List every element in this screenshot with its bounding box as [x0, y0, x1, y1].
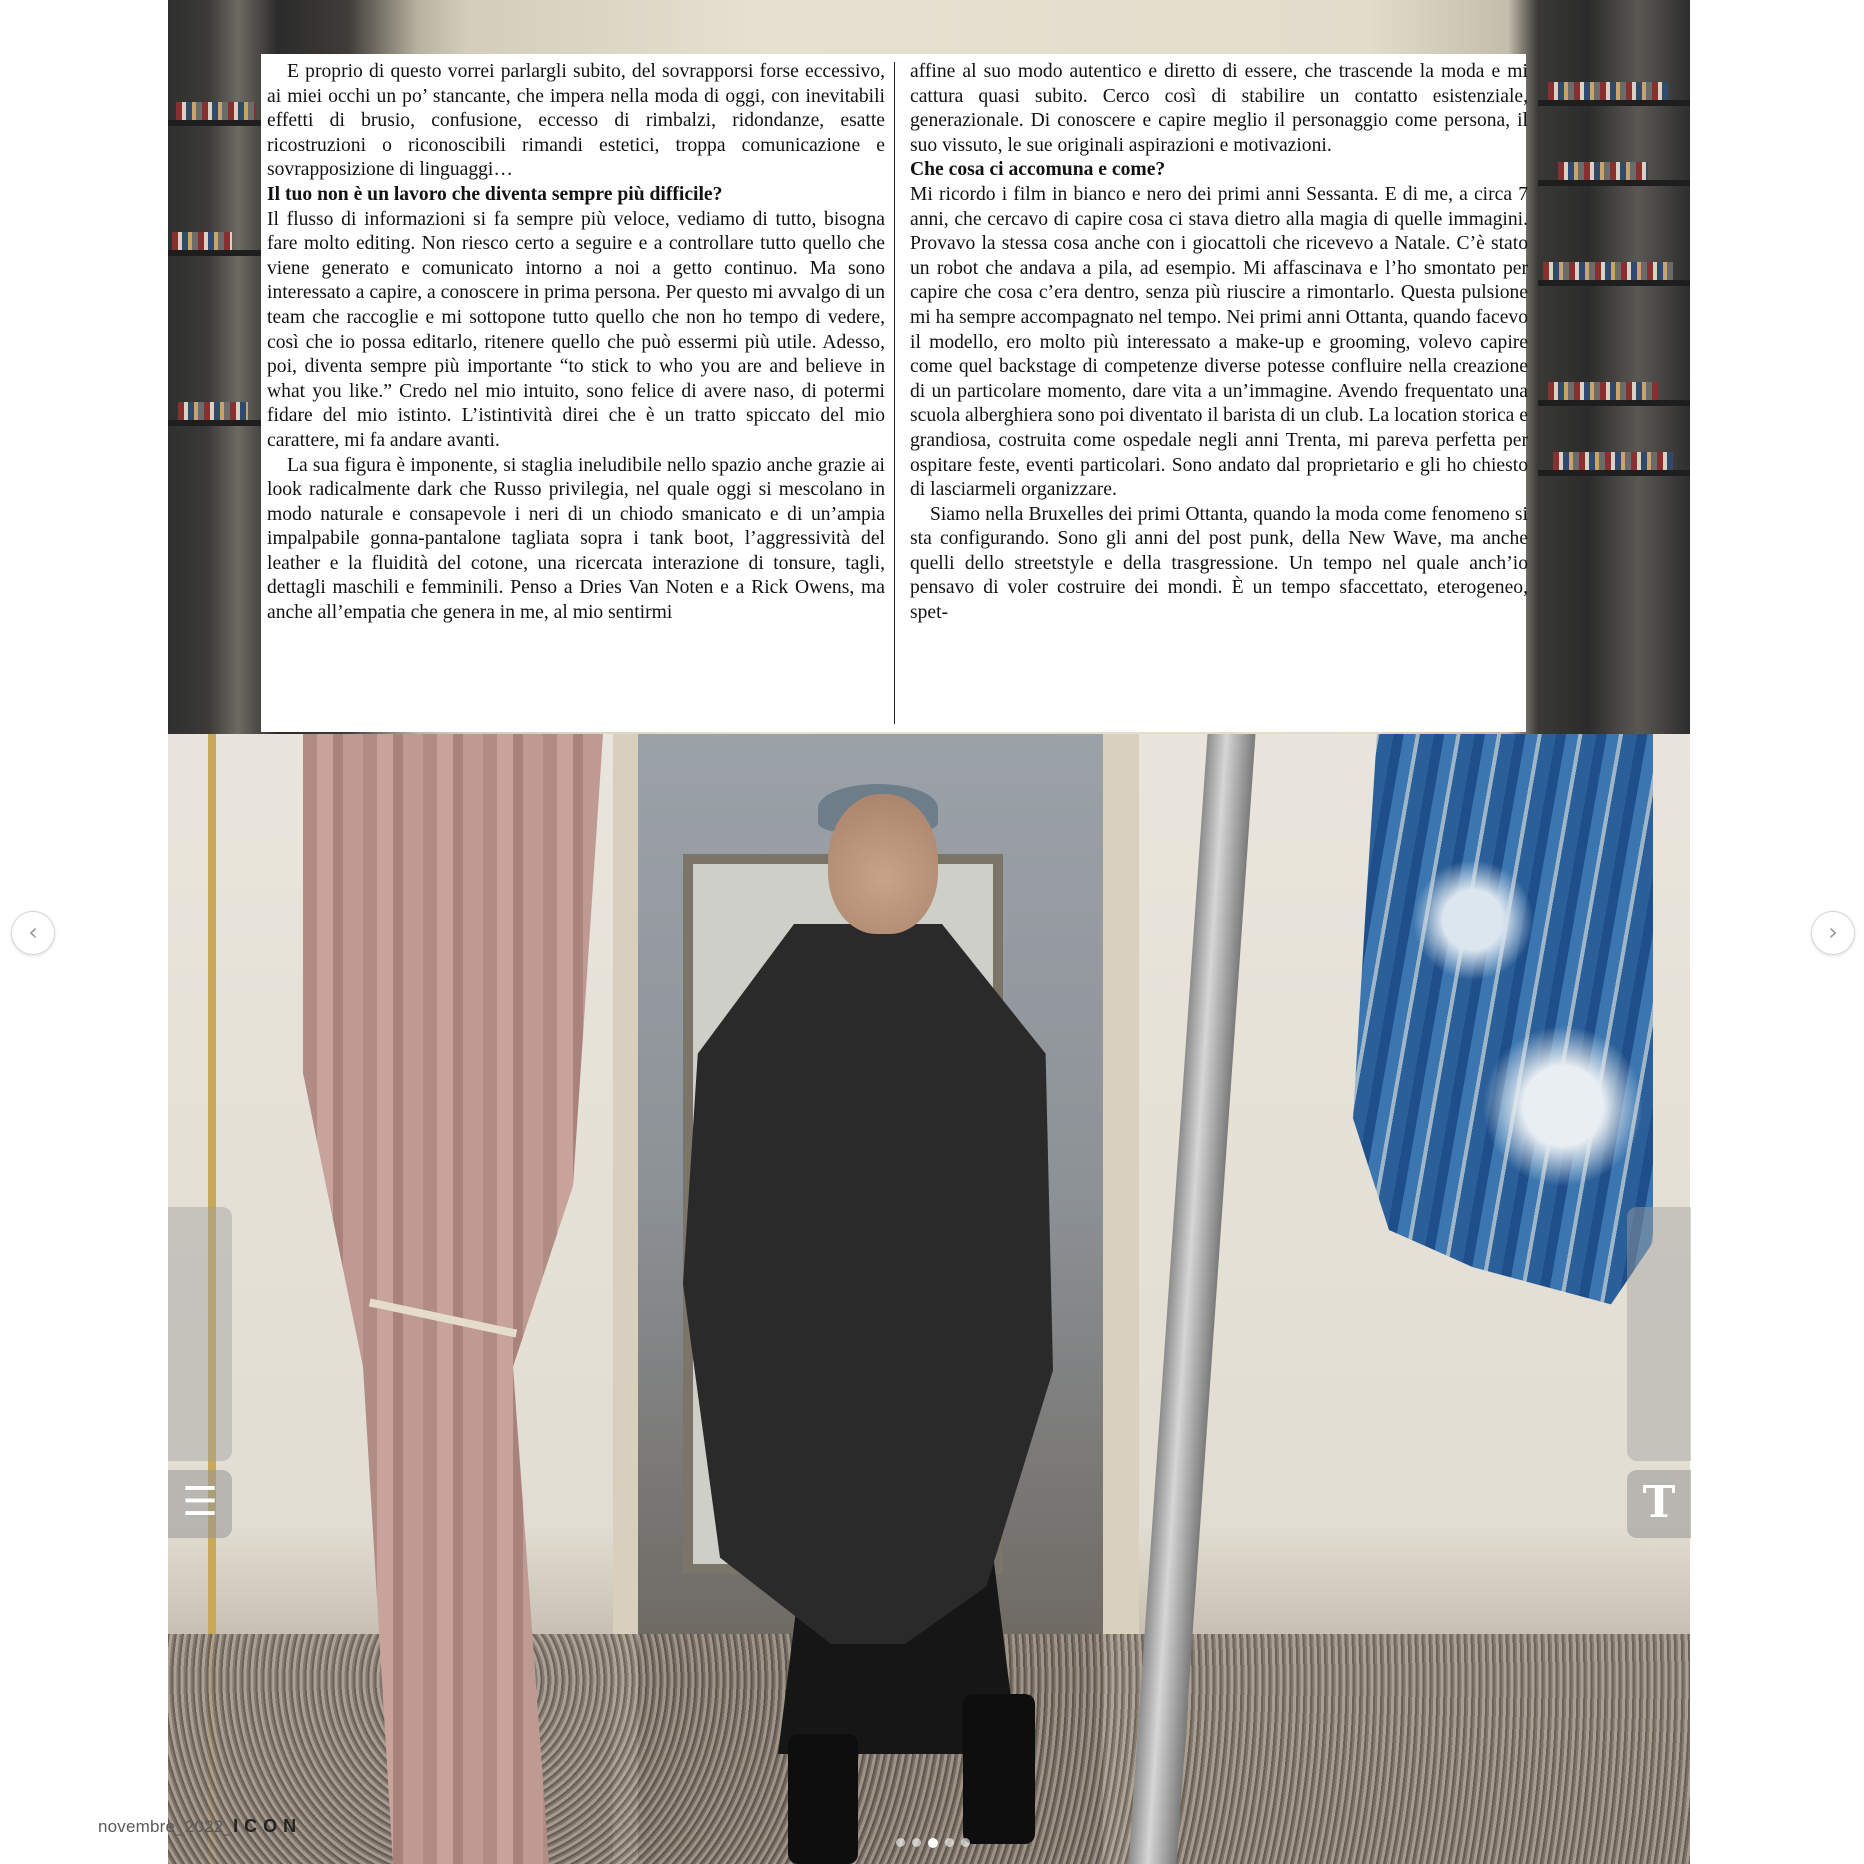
interview-question: Il tuo non è un lavoro che diventa sempre più difficile?: [267, 183, 723, 205]
carousel-dots: [896, 1838, 970, 1850]
next-arrow-icon[interactable]: ›: [1811, 911, 1855, 955]
article-text-panel: [261, 54, 1526, 732]
person-boot: [788, 1734, 858, 1864]
article-paragraph: La sua figura è imponente, si staglia ineludibile nello spazio anche grazie ai look radicalmente dark che Russo privilegia, nel quale oggi si mescolano in modo naturale e consapevole i neri di un chiodo smanicato e di un’ampia impalpabile gonna-pantalone tagliata sopra i tank boot, l’aggressività del leather e la fluidità del cotone, una ricercata interazione di tonsure, tagli, dettagli maschili e femminili. Penso a Dries Van Noten e a Rick Owens, ma anche all’empatia che genera in me, al mio sentirmi: [267, 454, 885, 624]
menu-icon[interactable]: ☰: [168, 1470, 232, 1538]
interview-question: Che cosa ci accomuna e come?: [910, 159, 1166, 181]
article-paragraph: Il flusso di informazioni si fa sempre più veloce, vediamo di tutto, bisogna fare molto editing. Non riesco certo a seguire e a controllare tutto quello che viene generato e comunicato intorno a noi a getto continuo. Ma sono interessato a capire, a conoscere in prima persona. Per questo mi avvalgo di un team che raccoglie e mi sottopone tutto quello che non ho tempo di vedere, così che io possa editarlo, ritenere quello che può essermi più utile. Adesso, poi, diventa sempre più importante “to stick to who you are and believe in what you like.” Credo nel mio intuito, sono felice di avere naso, di potermi fidare del mio istinto. L’istintività direi che è un tratto spiccato del mio carattere, mi fa andare avanti.: [267, 208, 885, 451]
side-panel-tab[interactable]: [1627, 1207, 1691, 1461]
article-paragraph: affine al suo modo autentico e diretto di essere, che trascende la moda e mi cattura quasi subito. Cerco così di stabilire un contatto esistenziale, generazionale. Di conoscere e capire meglio il personaggio come persona, il suo vissuto, le sue originali aspirazioni e motivazioni.: [910, 61, 1528, 156]
magazine-page: [168, 0, 1690, 1864]
person-head: [828, 794, 938, 934]
article-paragraph: Siamo nella Bruxelles dei primi Ottanta, quando la moda come fenomeno si sta configurando. Sono gli anni del post punk, della New Wave, ma anche quelli dello streetstyle e della trasgressione. Un tempo nel quale anch’io pensavo di voler costruire dei mondi. È un tempo sfaccettato, eterogeneo, spet-: [910, 503, 1528, 624]
side-panel-tab[interactable]: [168, 1207, 232, 1461]
article-column-right: [910, 60, 1528, 626]
carousel-dot[interactable]: [912, 1838, 921, 1847]
person-boot: [963, 1694, 1035, 1844]
blue-textile: [1353, 734, 1653, 1354]
carousel-dot[interactable]: [945, 1838, 954, 1847]
person-coat: [683, 924, 1053, 1644]
previous-arrow-icon[interactable]: ‹: [11, 911, 55, 955]
portrait-photo: [168, 734, 1690, 1864]
article-paragraph: E proprio di questo vorrei parlargli subito, del sovrapporsi forse eccessivo, ai miei occhi un po’ stancante, che impera nella moda di oggi, con inevitabili effetti di brusio, confusione, eccesso di rimbalzi, ridondanze, esatte ricostruzioni o riconoscibili rimandi estetici, troppa comunicazione e sovrapposizione di linguaggi…: [267, 61, 885, 181]
column-divider: [894, 62, 895, 724]
text-to-speech-icon[interactable]: T: [1627, 1470, 1691, 1538]
carousel-dot[interactable]: [896, 1838, 905, 1847]
article-column-left: [267, 60, 885, 626]
article-paragraph: Mi ricordo i film in bianco e nero dei primi anni Sessanta. E di me, a circa 7 anni, che cercavo di capire cosa ci stava dietro alla magia di quelle immagini. Provavo la stessa cosa anche con i giocattoli che ricevevo a Natale. C’è stato un robot che andava a pila, ad esempio. Mi affascinava e l’ho smontato per capire che cosa c’era dentro, senza più riuscire a rimontarlo. Questa pulsione mi ha sempre accompagnato nel tempo. Nei primi anni Ottanta, quando facevo il modello, ero molto più interessato a make-up e grooming, volevo capire come quel backstage di competenze diverse potesse confluire nella creazione di un particolare momento, dare vita a un’immagine. Avendo frequentato una scuola alberghiera sono poi diventato il barista di un club. La location storica e grandiosa, costruita come ospedale negli anni Trenta, mi pareva perfetta per ospitare feste, eventi particolari. Sono andato dal proprietario e gli ho chiesto di lasciarmeli organizzare.: [910, 183, 1528, 501]
magazine-brand: ICON: [233, 1816, 303, 1836]
page-folio: [98, 1816, 302, 1837]
carousel-dot[interactable]: [961, 1838, 970, 1847]
carousel-dot-active[interactable]: [928, 1838, 938, 1848]
issue-date: novembre_2022_: [98, 1817, 234, 1836]
